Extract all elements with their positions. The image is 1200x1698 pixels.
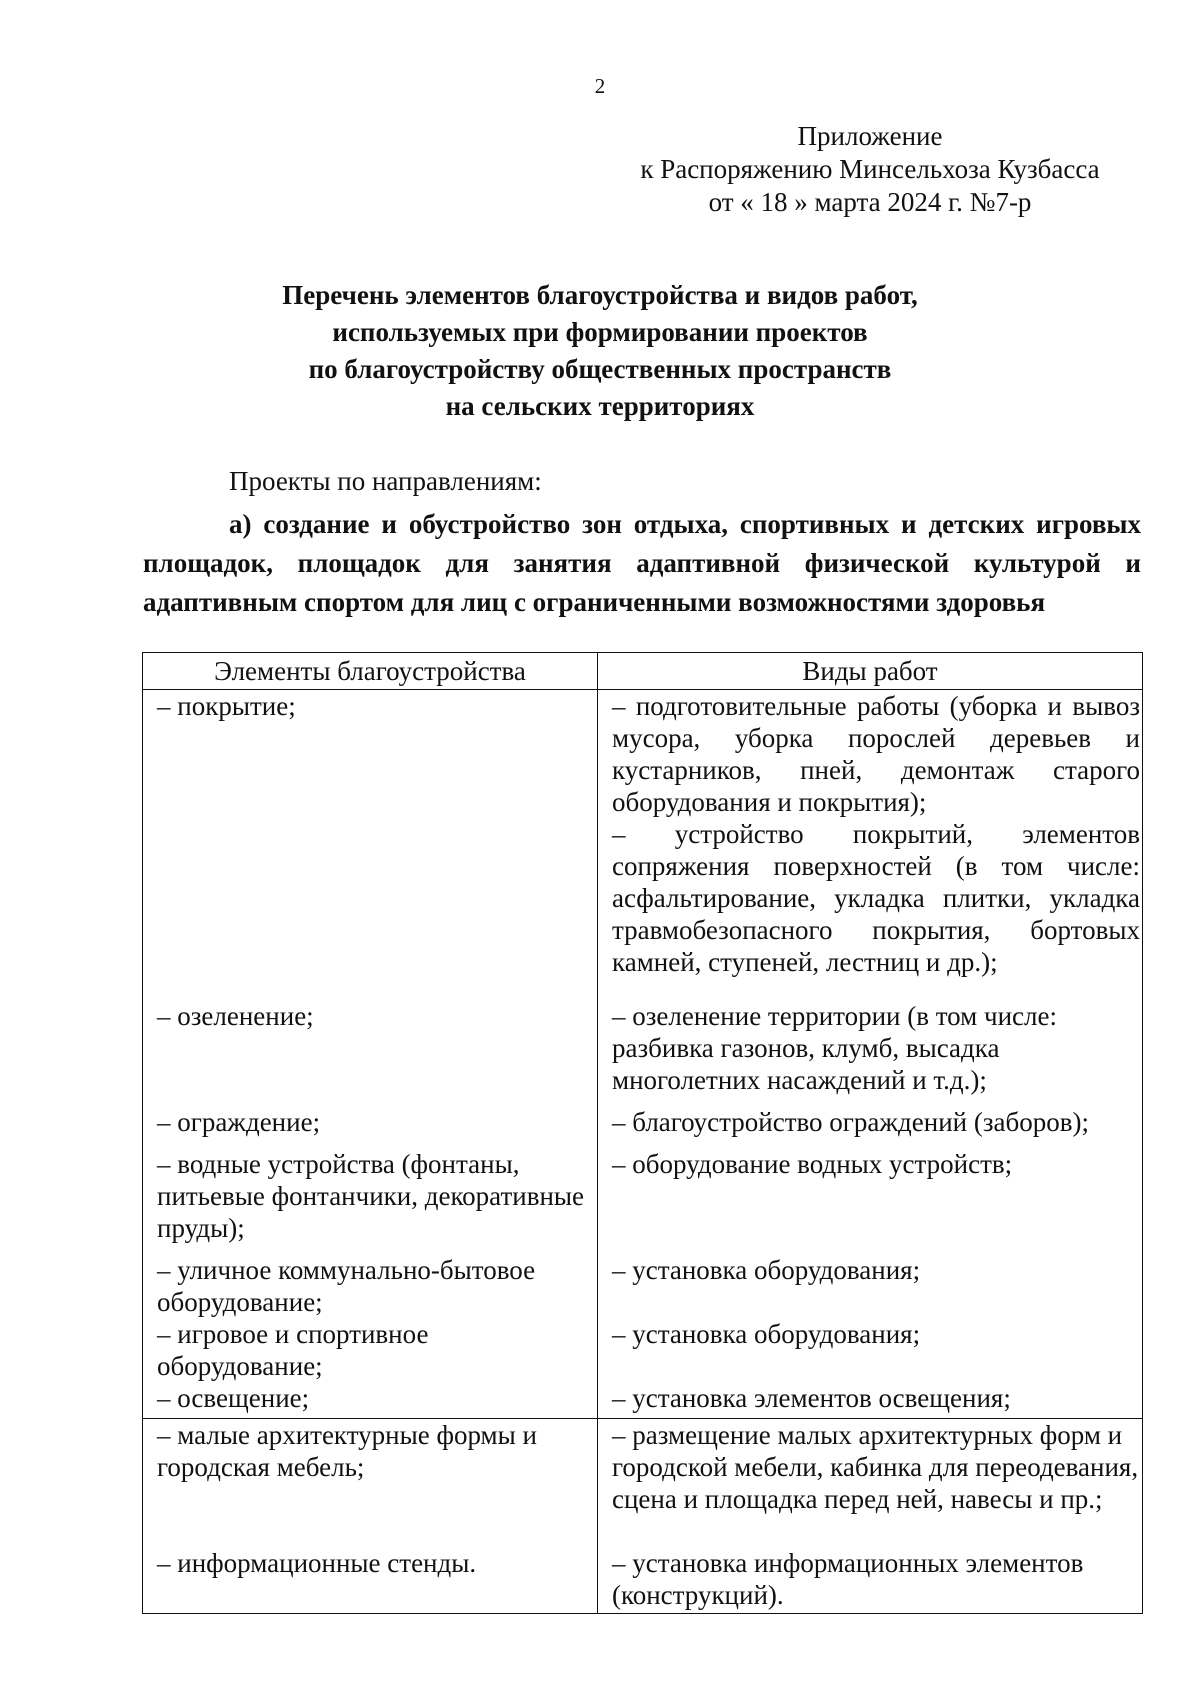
title-line-2: используемых при формировании проектов [332,317,868,347]
element-coating: – покрытие; [157,691,296,721]
element-play-sport-equipment: – игровое и спортивное оборудование; [157,1319,429,1381]
appendix-order-ref: к Распоряжению Минсельхоза Кузбасса [640,154,1100,184]
elements-works-table [142,652,1143,1614]
title-line-3: по благоустройству общественных пространств [308,354,892,384]
work-utility-installation: – установка оборудования; [612,1255,921,1285]
header-works: Виды работ [598,653,1143,690]
element-water-devices: – водные устройства (фонтаны, питьевые фонтанчики, декоративные пруды); [157,1149,585,1243]
table-header-row [143,653,1143,690]
element-fencing: – ограждение; [157,1107,321,1137]
element-info-stands: – информационные стенды. [157,1548,477,1578]
work-water-devices: – оборудование водных устройств; [612,1149,1013,1179]
work-small-forms: – размещение малых архитектурных форм и городской мебели, кабинка для переодевания, сцена и площадка перед ней, навесы и пр.; [612,1420,1139,1514]
page-number: 2 [594,74,606,98]
table-row [143,690,1143,1419]
title-line-4: на сельских территориях [445,391,755,421]
title-line-1: Перечень элементов благоустройства и видов работ, [282,280,918,310]
work-lighting-installation: – установка элементов освещения; [612,1383,1011,1413]
element-greening: – озеленение; [157,1001,314,1031]
work-preparatory: – подготовительные работы (уборка и вывоз мусора, уборка порослей деревьев и кустарников, пней, демонтаж старого оборудования и покрытия); [612,691,1140,817]
intro-text: Проекты по направлениям: [229,466,542,496]
work-play-sport-installation: – установка оборудования; [612,1319,921,1349]
elements-cell [143,690,598,1419]
work-greening: – озеленение территории (в том числе: разбивка газонов, клумб, высадка многолетних насаждений и т.д.); [612,1001,1057,1095]
element-lighting: – освещение; [157,1383,310,1413]
work-coating-installation: – устройство покрытий, элементов сопряжения поверхностей (в том числе: асфальтирование, укладка плитки, укладка травмобезопасного покрытия, бортовых камней, ступеней, лестниц и др.); [612,819,1140,977]
works-cell [598,690,1143,1419]
header-elements: Элементы благоустройства [143,653,598,690]
elements-cell [143,1419,598,1614]
table-row [143,1419,1143,1614]
appendix-order-date: от « 18 » марта 2024 г. №7-р [708,187,1032,217]
document-title [150,277,1050,425]
element-small-forms: – малые архитектурные формы и городская мебель; [157,1420,537,1482]
appendix-label: Приложение [797,121,943,151]
element-utility-equipment: – уличное коммунально-бытовое оборудование; [157,1255,536,1317]
appendix-header [620,120,1120,219]
work-fencing: – благоустройство ограждений (заборов); [612,1107,1089,1137]
direction-a-heading: а) создание и обустройство зон отдыха, спортивных и детских игровых площадок, площадок для занятия адаптивной физической культурой и адаптивным спортом для лиц с ограниченными возможностями здоровья [143,509,1141,617]
work-info-elements: – установка информационных элементов (конструкций). [612,1548,1084,1610]
works-cell [598,1419,1143,1614]
